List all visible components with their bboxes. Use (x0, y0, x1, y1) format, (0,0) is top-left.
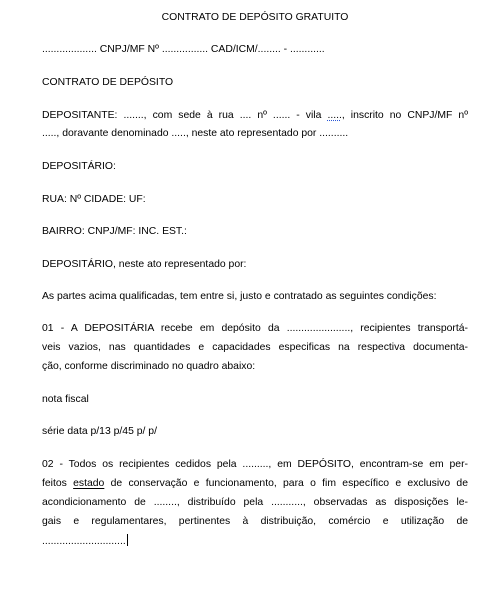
rua-line: RUA: Nº CIDADE: UF: (42, 194, 146, 205)
depositante-line-2: ....., doravante denominado ....., neste ato representado por .......... (42, 128, 349, 139)
clause02-text-b: de conservação e funcionamento, para o fim específico e exclusivo de (104, 478, 468, 489)
depositario-label: DEPOSITÁRIO: (42, 161, 116, 172)
clause01-line-2: veis vazios, nas quantidades e capacidades especificas na respectiva documenta- (42, 342, 468, 353)
clause02-line-3: acondicionamento de ........, distribuído pela ..........., observadas as disposições le- (42, 497, 468, 508)
text-cursor (127, 534, 128, 546)
clause02-line-5[interactable] (42, 534, 468, 548)
bairro-line: BAIRRO: CNPJ/MF: INC. EST.: (42, 226, 187, 237)
clause01-line-1: 01 - A DEPOSITÁRIA recebe em depósito da ......................, recipientes transportá- (42, 323, 468, 334)
partes-line: As partes acima qualificadas, tem entre si, justo e contratado as seguintes condições: (42, 291, 437, 302)
clause02-text-dots: ............................. (42, 536, 126, 547)
depositario-representado: DEPOSITÁRIO, neste ato representado por: (42, 259, 247, 270)
depositante-text-a: DEPOSITANTE: ......., com sede à rua .... nº ...... - vila (42, 110, 328, 121)
clause02-text-a: feitos (42, 478, 74, 489)
clause01-line-3: ção, conforme discriminado no quadro abaixo: (42, 361, 256, 372)
clause02-line-4: gais e regulamentares, pertinentes à distribuição, comércio e utilização de (42, 516, 468, 527)
estado-word: estado (73, 478, 105, 489)
serie-line: série data p/13 p/45 p/ p/ (42, 426, 157, 437)
clause02-line-1: 02 - Todos os recipientes cedidos pela ........., em DEPÓSITO, encontram-se em per- (42, 459, 468, 470)
header-line: ................... CNPJ/MF Nº ................ CAD/ICM/........ - ............ (42, 44, 325, 55)
depositante-line-1 (42, 109, 468, 123)
clause02-line-2 (42, 477, 468, 491)
depositante-text-b: , inscrito no CNPJ/MF nº (341, 110, 468, 121)
section-title: CONTRATO DE DEPÓSITO (42, 77, 174, 88)
document-title: CONTRATO DE DEPÓSITO GRATUITO (161, 12, 349, 23)
nota-fiscal: nota fiscal (42, 394, 89, 405)
vila-link[interactable]: ..... (327, 110, 342, 121)
